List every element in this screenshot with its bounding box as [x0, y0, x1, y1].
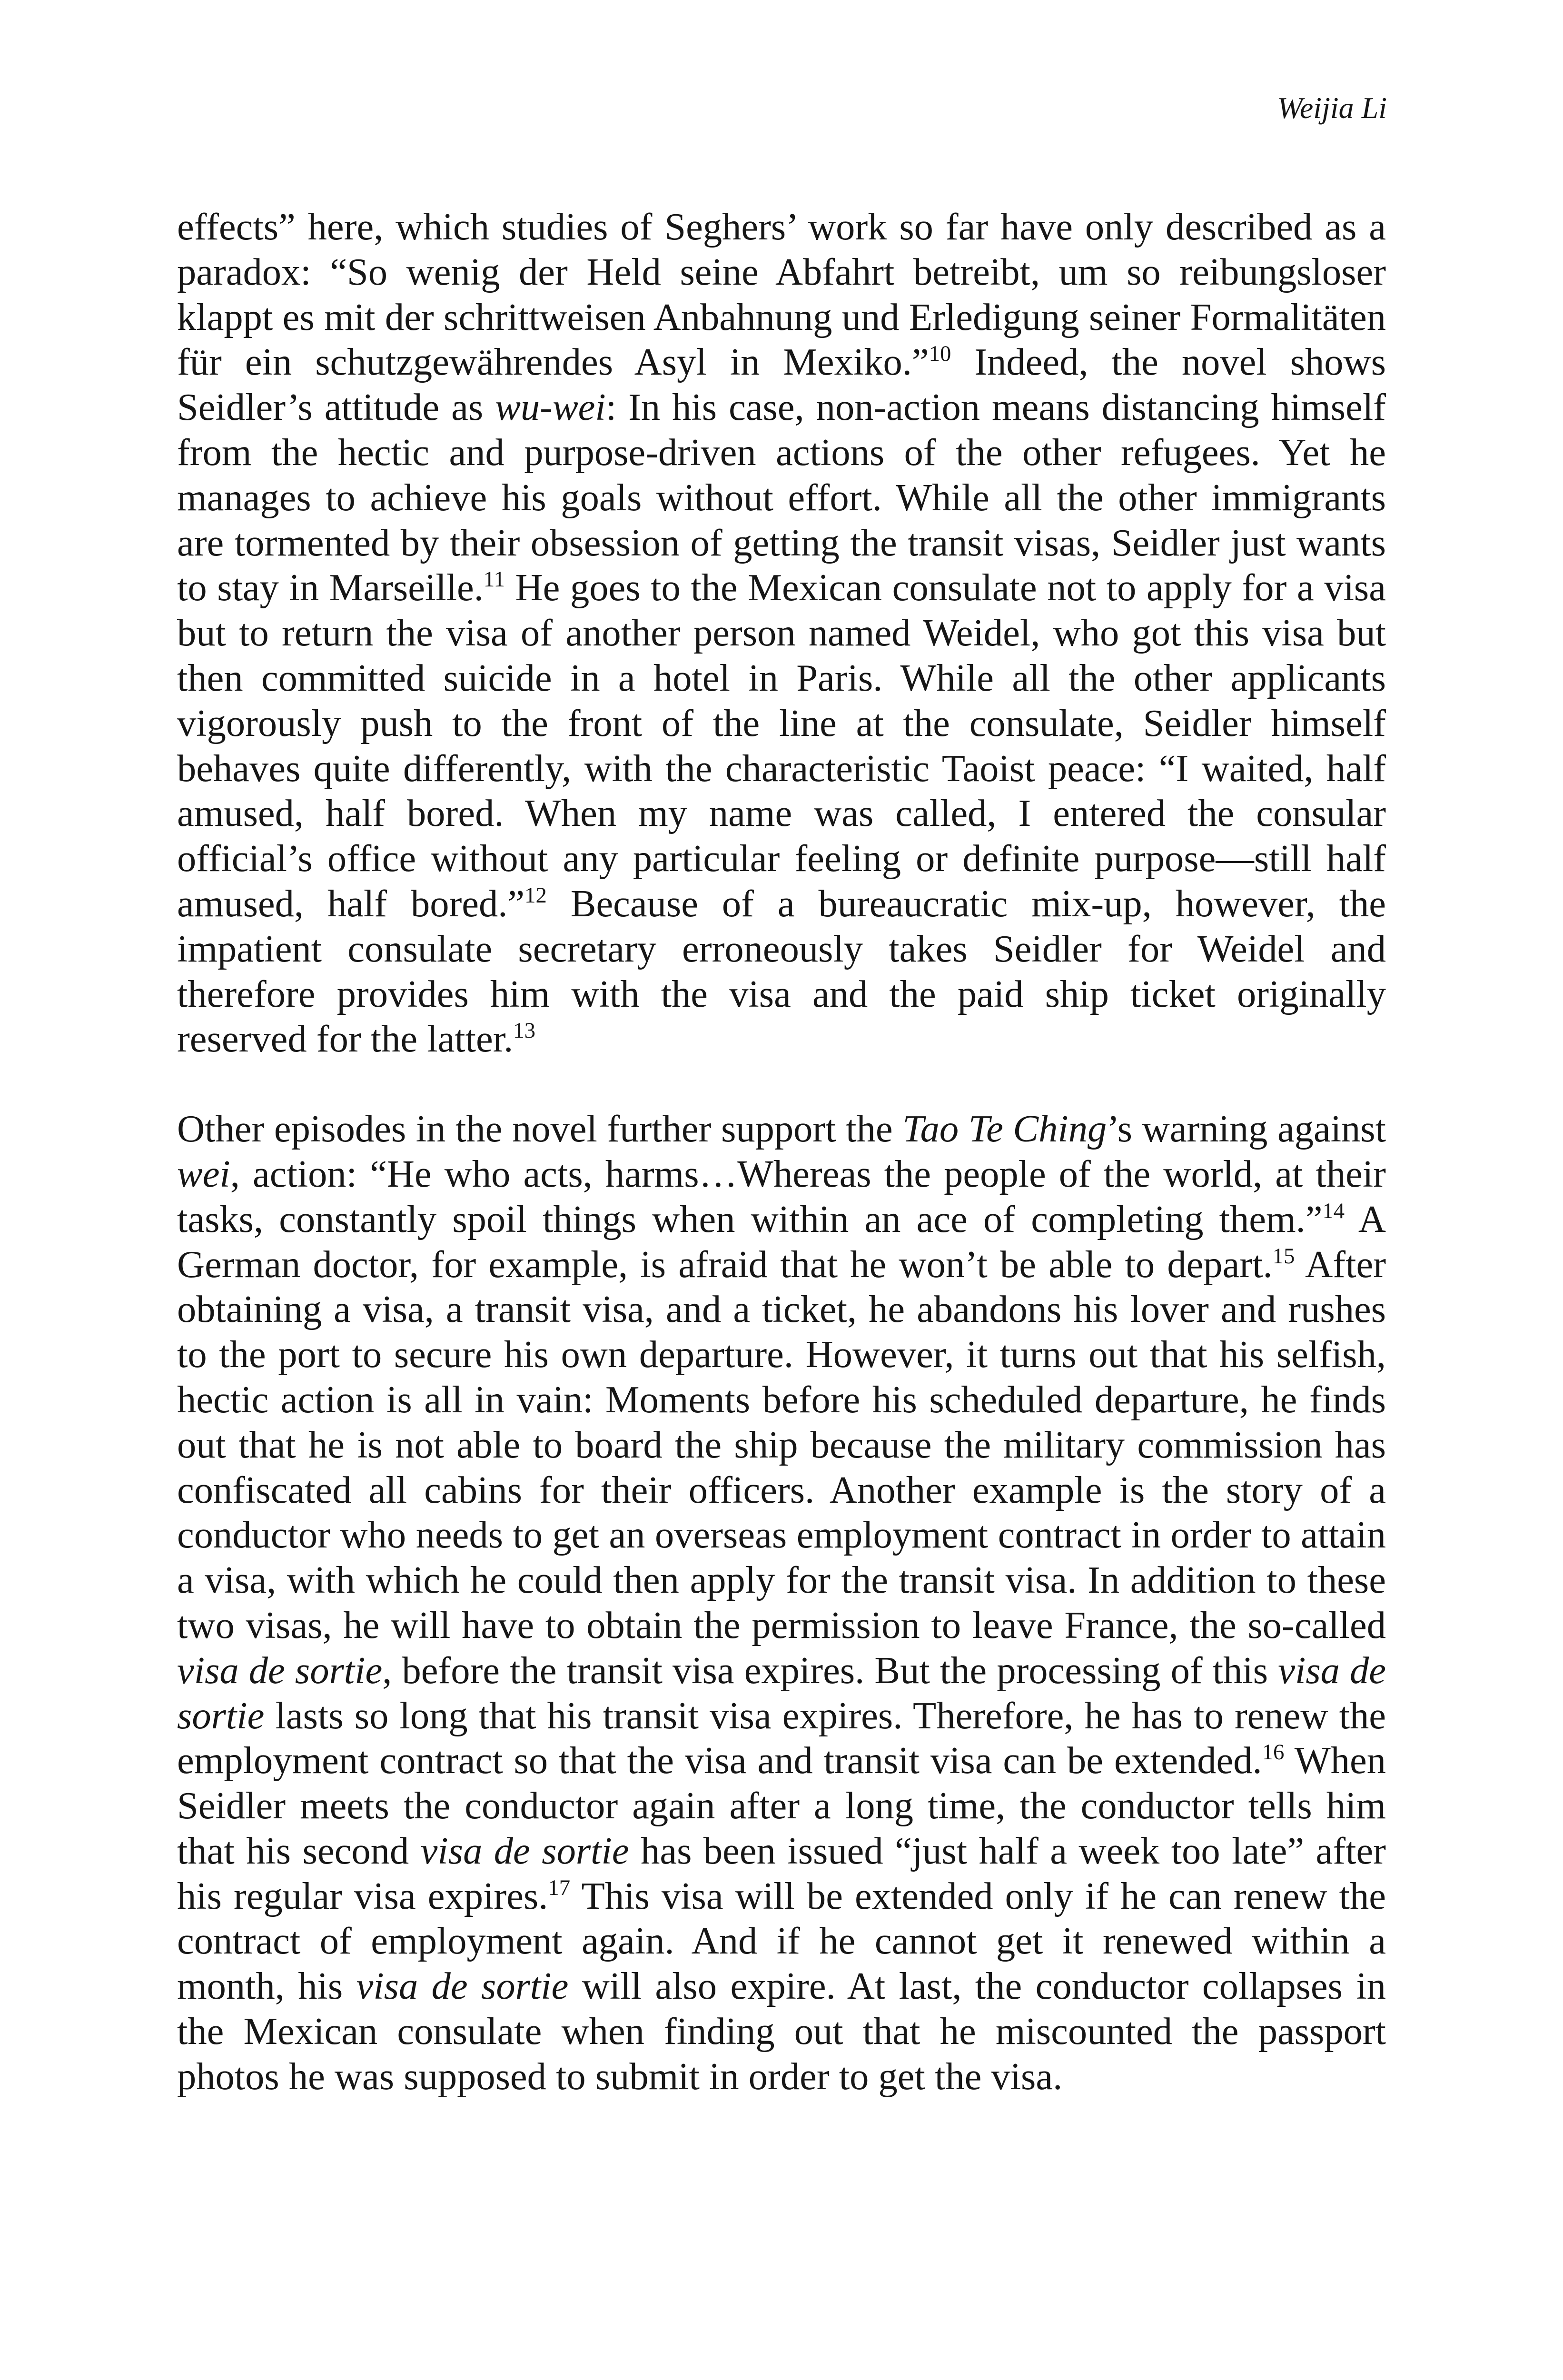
text-run: Indeed, the novel shows Seidler’s attitude as	[177, 341, 1386, 429]
article-body	[177, 205, 1386, 2144]
text-run: When Seidler meets the conductor again after a long time, the conductor tells him that his second	[177, 1739, 1386, 1872]
text-run: Because of a bureaucratic mix-up, however, the impatient consulate secretary erroneously takes Seidler for Weidel and therefore provides him with the visa and the paid ship ticket originally reserved for the latter.	[177, 882, 1386, 1061]
text-run: lasts so long that his transit visa expires. Therefore, he has to renew the employment contract so that the visa and transit visa can be extended.	[177, 1694, 1386, 1782]
text-run: effects” here, which studies of Seghers’ work so far have only described as a paradox: “So wenig der Held seine Abfahrt betreibt, um so reibungsloser klappt es mit der schrittweisen Anbahnung und Erledigung seiner Formalitäten für ein schutzgewährendes Asyl in Mexiko.”	[177, 206, 1386, 384]
paragraph-1	[177, 205, 1386, 1062]
text-run: Other episodes in the novel further support the	[177, 1108, 903, 1150]
italic-term: visa de sortie	[177, 1649, 383, 1692]
italic-term: visa de sortie	[356, 1965, 569, 2008]
footnote-marker: 12	[524, 883, 547, 908]
text-run: , before the transit visa expires. But the processing of this	[382, 1649, 1278, 1692]
italic-term: wei	[177, 1152, 230, 1195]
footnote-marker: 14	[1322, 1198, 1345, 1223]
paragraph-2	[177, 1107, 1386, 2100]
running-head-author: Weijia Li	[1277, 91, 1387, 125]
italic-term: Tao Te Ching	[902, 1108, 1107, 1150]
footnote-marker: 15	[1272, 1243, 1295, 1269]
italic-term: visa de sortie	[420, 1829, 629, 1872]
footnote-marker: 16	[1262, 1740, 1285, 1765]
text-run: This visa will be extended only if he can renew the contract of employment again. And if he cannot get it renewed within a month, his	[177, 1874, 1386, 2008]
italic-term: wu-wei	[495, 386, 606, 429]
italic-term: visa de sortie	[177, 1649, 1386, 1737]
footnote-marker: 17	[548, 1875, 571, 1900]
text-run: ’s warning against	[1107, 1108, 1386, 1150]
text-run: , action: “He who acts, harms…Whereas the people of the world, at their tasks, constantly spoil things when within an ace of completing them.”	[177, 1152, 1386, 1240]
text-run: He goes to the Mexican consulate not to apply for a visa but to return the visa of another person named Weidel, who got this visa but then committed suicide in a hotel in Paris. While all the other applicants vigorously push to the front of the line at the consulate, Seidler himself behaves quite differently, with the characteristic Taoist peace: “I waited, half amused, half bored. When my name was called, I entered the consular official’s office without any particular feeling or definite purpose—still half amused, half bored.”	[177, 566, 1386, 925]
text-run: A German doctor, for example, is afraid that he won’t be able to depart.	[177, 1198, 1386, 1286]
footnote-marker: 11	[483, 567, 505, 592]
text-run: After obtaining a visa, a transit visa, and a ticket, he abandons his lover and rushes to the port to secure his own departure. However, it turns out that his selfish, hectic action is all in vain: Moments before his scheduled departure, he finds out that he is not able to board the ship because the military commission has confiscated all cabins for their officers. Another example is the story of a conductor who needs to get an overseas employment contract in order to attain a visa, with which he could then apply for the transit visa. In addition to these two visas, he will have to obtain the permission to leave France, the so-called	[177, 1243, 1386, 1646]
text-run: will also expire. At last, the conductor collapses in the Mexican consulate when finding out that he miscounted the passport photos he was supposed to submit in order to get the visa.	[177, 1965, 1386, 2098]
footnote-marker: 13	[513, 1018, 535, 1043]
text-run: has been issued “just half a week too late” after his regular visa expires.	[177, 1829, 1386, 1917]
text-run: : In his case, non-action means distancing himself from the hectic and purpose-driven actions of the other refugees. Yet he manages to achieve his goals without effort. While all the other immigrants are tormented by their obsession of getting the transit visas, Seidler just wants to stay in Marseille.	[177, 386, 1386, 609]
footnote-marker: 10	[929, 341, 951, 367]
